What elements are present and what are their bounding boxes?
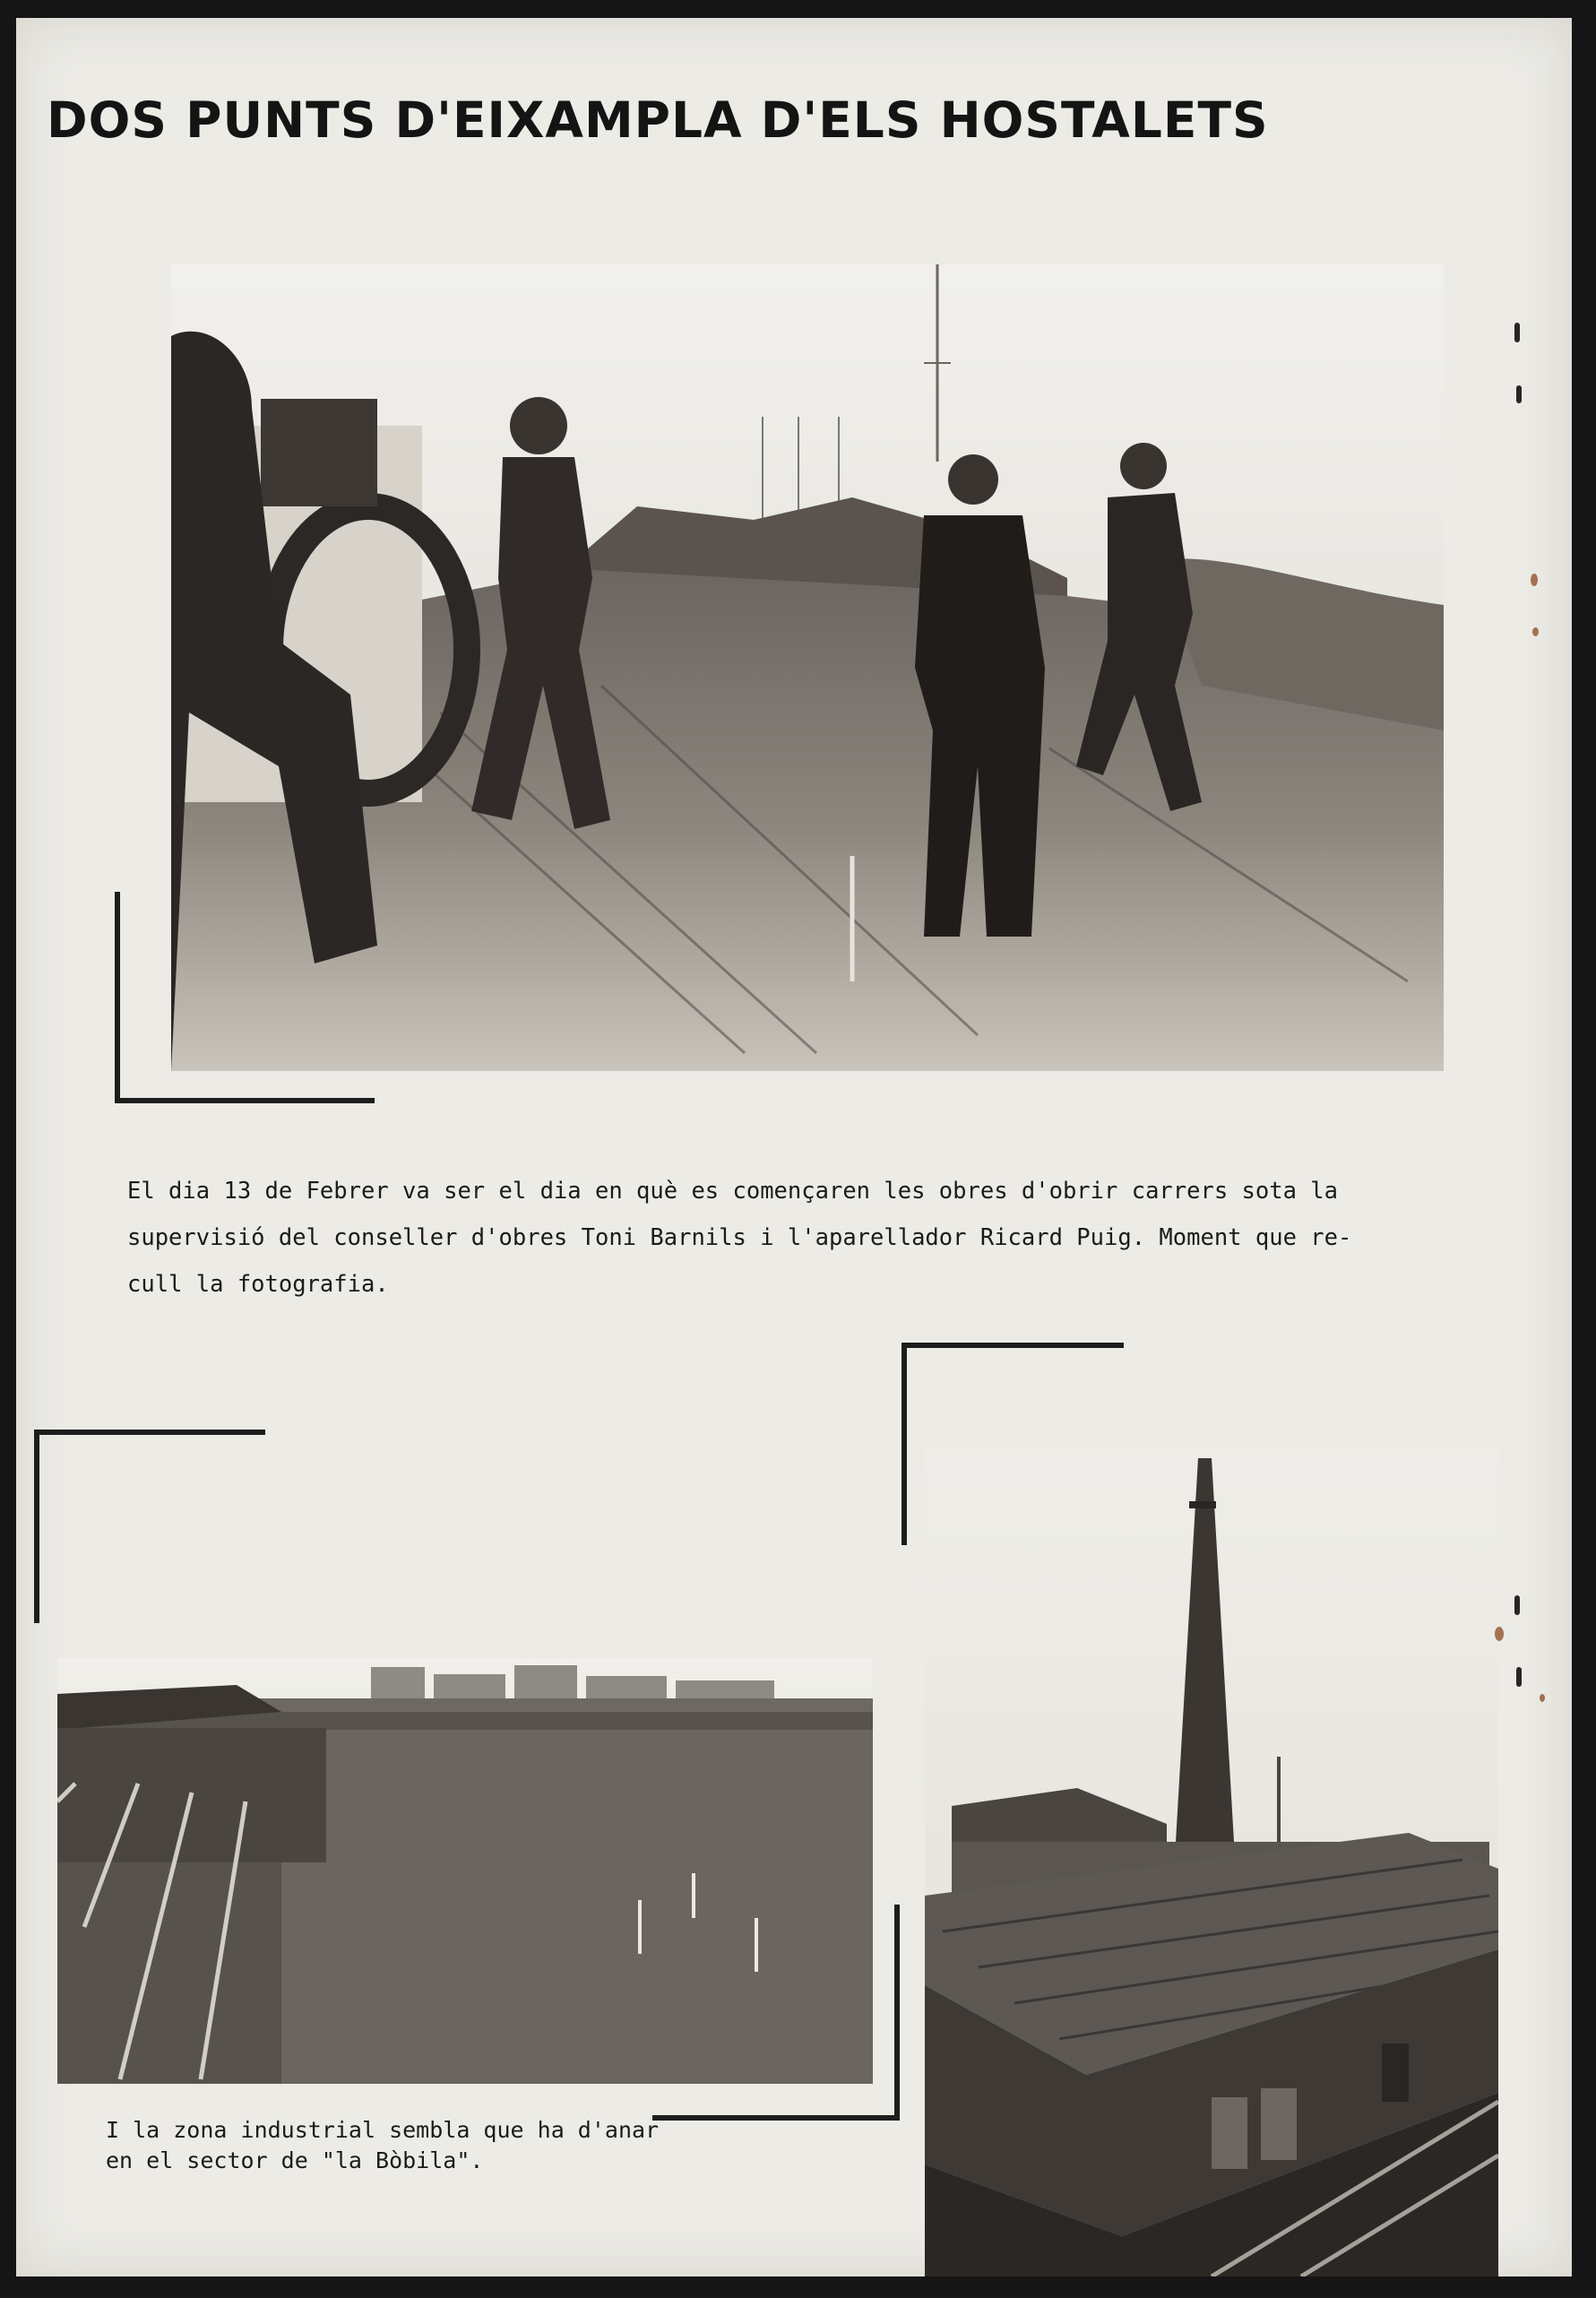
- rust-stain: [1540, 1694, 1545, 1702]
- corner-bracket-photo2-bottom: [652, 1905, 900, 2121]
- staple-hole: [1514, 323, 1520, 342]
- staple-hole: [1514, 1595, 1520, 1615]
- rust-stain: [1532, 627, 1539, 636]
- corner-bracket-photo1: [115, 892, 375, 1103]
- staple-hole: [1516, 385, 1522, 403]
- caption-street-works: El dia 13 de Febrer va ser el dia en què es començaren les obres d'obrir carrers sota la supervisió del conseller d'obres Toni Barnils i l'aparellador Ricard Puig. Moment que re- cull la fotografia.: [127, 1178, 1352, 1298]
- rust-stain: [1495, 1627, 1504, 1641]
- rust-stain: [1531, 574, 1538, 586]
- caption-industrial-zone: I la zona industrial sembla que ha d'anar en el sector de "la Bòbila".: [106, 2117, 660, 2173]
- magazine-page: [16, 18, 1572, 2276]
- photo-bobila-chimney: [925, 1447, 1498, 2276]
- corner-bracket-photo2-top: [34, 1430, 265, 1623]
- staple-hole: [1516, 1667, 1522, 1687]
- page-title: DOS PUNTS D'EIXAMPLA D'ELS HOSTALETS: [47, 91, 1269, 149]
